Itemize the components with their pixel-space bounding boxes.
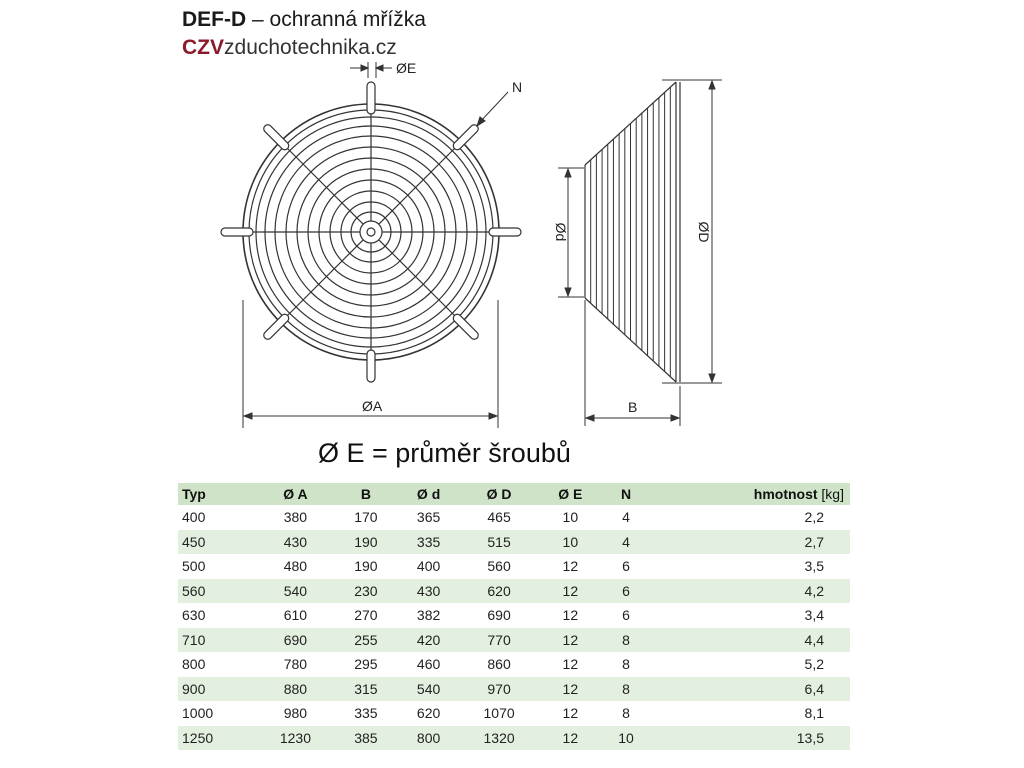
- table-body: [178, 505, 850, 750]
- brand-v: V: [210, 36, 225, 59]
- table-row: [178, 628, 850, 653]
- header-b: B: [335, 483, 398, 505]
- cell-big-d: 690: [487, 607, 511, 624]
- cell-big-d: 770: [460, 628, 538, 653]
- side-view-cone: [585, 82, 680, 382]
- header-typ: Typ: [178, 483, 256, 505]
- grille-spoke: [280, 240, 363, 323]
- table-row: [178, 530, 850, 555]
- cell-typ: 800: [182, 656, 206, 673]
- cell-weight: 5,2: [804, 656, 824, 673]
- mounting-lug: [221, 228, 253, 236]
- cell-weight: 2,7: [650, 530, 850, 555]
- cell-e: 12: [562, 558, 579, 575]
- table-row: [178, 579, 850, 604]
- cell-b: 190: [354, 558, 378, 575]
- cell-d: 335: [397, 530, 460, 555]
- cell-n: 4: [622, 509, 630, 526]
- mounting-lug: [367, 350, 375, 382]
- label-n: N: [512, 79, 523, 95]
- cell-d: 800: [397, 726, 460, 751]
- cell-n: 8: [622, 705, 630, 722]
- mounting-lug: [262, 313, 290, 341]
- mounting-lug: [489, 228, 521, 236]
- table-row: [178, 603, 850, 628]
- cell-typ: 710: [178, 628, 256, 653]
- cell-big-d: 1320: [460, 726, 538, 751]
- cell-weight: 3,4: [804, 607, 824, 624]
- header-weight-label: hmotnost: [753, 486, 818, 502]
- grille-ring: [360, 221, 382, 243]
- grille-hub: [367, 228, 375, 236]
- leader-n: [477, 92, 508, 126]
- cell-weight: 6,4: [650, 677, 850, 702]
- label-b: B: [628, 399, 638, 415]
- cell-b: 255: [335, 628, 398, 653]
- cell-a: 780: [283, 656, 308, 673]
- cell-a: 610: [283, 607, 308, 624]
- mounting-lug: [452, 123, 480, 151]
- front-view-grille: [221, 82, 521, 382]
- header-n: N: [602, 483, 649, 505]
- cell-n: 10: [602, 726, 649, 751]
- header-e: Ø E: [538, 483, 602, 505]
- cell-b: 315: [335, 677, 398, 702]
- cell-a: 480: [283, 558, 308, 575]
- cell-d: 620: [416, 705, 441, 722]
- cell-big-d: 1070: [483, 705, 515, 722]
- product-code: DEF-D: [182, 8, 247, 31]
- dim-e: [350, 62, 392, 78]
- cell-typ: 560: [178, 579, 256, 604]
- cell-a: 880: [256, 677, 334, 702]
- cell-d: 460: [416, 656, 441, 673]
- label-e: ØE: [396, 60, 417, 76]
- cell-d: 382: [416, 607, 441, 624]
- table-row: [178, 701, 850, 726]
- cell-a: 380: [283, 509, 308, 526]
- spec-table: [178, 483, 850, 750]
- cell-n: 6: [622, 607, 630, 624]
- cell-n: 6: [622, 558, 630, 575]
- mounting-lug: [262, 123, 290, 151]
- cell-e: 12: [562, 656, 579, 673]
- mounting-lug: [367, 82, 375, 114]
- cell-a: 430: [256, 530, 334, 555]
- table-row: [178, 554, 850, 579]
- cell-big-d: 515: [460, 530, 538, 555]
- cell-typ: 500: [182, 558, 206, 575]
- cell-e: 12: [538, 677, 602, 702]
- cell-d: 420: [397, 628, 460, 653]
- cell-typ: 900: [178, 677, 256, 702]
- cell-weight: 2,2: [804, 509, 824, 526]
- dim-big-d: [662, 80, 722, 383]
- cell-b: 190: [335, 530, 398, 555]
- cell-big-d: 970: [460, 677, 538, 702]
- cell-b: 230: [335, 579, 398, 604]
- cell-e: 12: [562, 705, 579, 722]
- cell-weight: 13,5: [650, 726, 850, 751]
- cell-typ: 450: [178, 530, 256, 555]
- cell-b: 270: [354, 607, 378, 624]
- header-big-d: Ø D: [460, 483, 538, 505]
- cell-typ: 400: [182, 509, 206, 526]
- cell-n: 8: [602, 628, 649, 653]
- label-big-d: ØD: [696, 221, 712, 243]
- brand-cz: CZ: [182, 36, 210, 59]
- cell-b: 335: [354, 705, 378, 722]
- cell-b: 295: [354, 656, 378, 673]
- table-row: [178, 677, 850, 702]
- cell-weight: 4,2: [650, 579, 850, 604]
- cell-e: 12: [538, 579, 602, 604]
- label-a: ØA: [362, 398, 383, 414]
- cell-d: 365: [416, 509, 441, 526]
- product-desc: – ochranná mřížka: [246, 8, 426, 31]
- cell-b: 170: [354, 509, 378, 526]
- label-d: Ød: [553, 222, 569, 242]
- cell-typ: 1000: [182, 705, 214, 722]
- cell-n: 8: [602, 677, 649, 702]
- cell-a: 1230: [256, 726, 334, 751]
- cell-typ: 1250: [178, 726, 256, 751]
- cell-weight: 8,1: [804, 705, 824, 722]
- cell-d: 430: [397, 579, 460, 604]
- cell-n: 8: [622, 656, 630, 673]
- cell-big-d: 560: [487, 558, 511, 575]
- header-a: Ø A: [256, 483, 334, 505]
- header-weight-unit: [kg]: [821, 486, 844, 502]
- cell-e: 10: [562, 509, 579, 526]
- header-d: Ø d: [397, 483, 460, 505]
- cell-e: 12: [562, 607, 579, 624]
- cell-a: 690: [256, 628, 334, 653]
- legend-note: Ø E = průměr šroubů: [318, 438, 571, 468]
- cell-e: 12: [538, 726, 602, 751]
- cell-big-d: 465: [487, 509, 511, 526]
- cell-b: 385: [335, 726, 398, 751]
- table-row: [178, 726, 850, 751]
- cell-d: 400: [416, 558, 441, 575]
- cell-weight: 4,4: [650, 628, 850, 653]
- cell-weight: 3,5: [804, 558, 824, 575]
- table-row: [178, 652, 850, 677]
- table-row: [178, 505, 850, 530]
- grille-spoke: [379, 141, 462, 224]
- cell-big-d: 620: [460, 579, 538, 604]
- cell-n: 6: [602, 579, 649, 604]
- cell-typ: 630: [182, 607, 206, 624]
- cell-d: 540: [397, 677, 460, 702]
- cell-e: 10: [538, 530, 602, 555]
- cell-big-d: 860: [487, 656, 511, 673]
- cell-a: 980: [283, 705, 308, 722]
- brand-rest: zduchotechnika.cz: [224, 36, 397, 59]
- grille-spoke: [379, 240, 462, 323]
- cell-e: 12: [538, 628, 602, 653]
- header-weight: [650, 483, 850, 505]
- mounting-lug: [452, 313, 480, 341]
- cell-a: 540: [256, 579, 334, 604]
- table-header-row: [178, 483, 850, 505]
- cell-n: 4: [602, 530, 649, 555]
- grille-spoke: [280, 141, 363, 224]
